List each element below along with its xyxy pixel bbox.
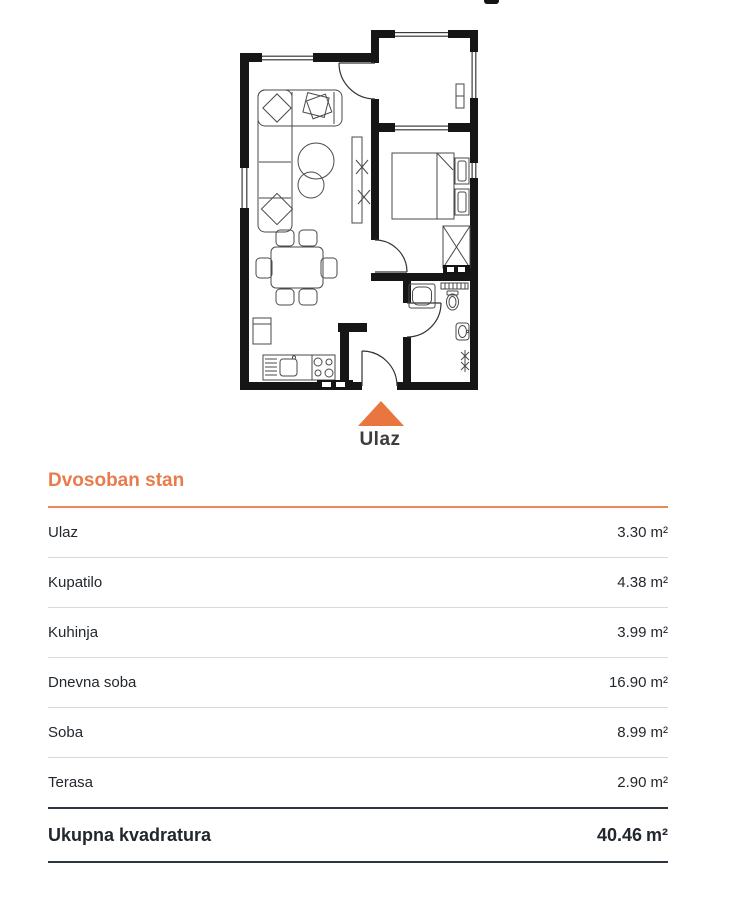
entrance-arrow-icon bbox=[358, 401, 404, 426]
bed bbox=[392, 153, 454, 219]
wardrobe bbox=[443, 226, 470, 268]
table-row bbox=[48, 708, 668, 758]
table-row bbox=[48, 608, 668, 658]
entrance-label: Ulaz bbox=[359, 429, 401, 450]
room-label: Kuhinja bbox=[48, 624, 99, 641]
table-rows bbox=[48, 508, 668, 807]
towel-radiator bbox=[441, 283, 468, 289]
total-label: Ukupna kvadratura bbox=[48, 824, 212, 845]
room-area: 3.30 m² bbox=[617, 524, 668, 541]
table-total-row bbox=[48, 807, 668, 863]
room-area: 2.90 m² bbox=[617, 774, 668, 791]
room-label: Soba bbox=[48, 724, 84, 741]
kitchen-counter bbox=[263, 355, 335, 380]
coffee-tables bbox=[298, 143, 334, 198]
sofa bbox=[258, 90, 342, 232]
walls bbox=[240, 30, 478, 390]
door-arcs bbox=[339, 63, 441, 386]
fridge bbox=[253, 318, 271, 344]
terrace-bench bbox=[456, 84, 464, 108]
nightstands bbox=[455, 158, 469, 215]
table-row bbox=[48, 758, 668, 807]
bathroom-radiator bbox=[461, 350, 469, 372]
table-row bbox=[48, 658, 668, 708]
table-row bbox=[48, 508, 668, 558]
room-label: Dnevna soba bbox=[48, 674, 137, 691]
washing-machine bbox=[409, 284, 435, 308]
entry-cabinet bbox=[317, 380, 353, 389]
toilet bbox=[447, 291, 459, 310]
table-title: Dvosoban stan bbox=[48, 470, 668, 508]
total-area: 40.46 m² bbox=[596, 824, 668, 845]
coat-rack bbox=[352, 137, 370, 223]
room-area: 3.99 m² bbox=[617, 624, 668, 641]
sink bbox=[456, 323, 469, 340]
dining-set bbox=[256, 230, 337, 305]
stove bbox=[314, 358, 333, 377]
room-label: Terasa bbox=[48, 774, 94, 791]
room-area: 8.99 m² bbox=[617, 724, 668, 741]
table-row bbox=[48, 558, 668, 608]
area-table bbox=[48, 470, 668, 863]
room-area: 16.90 m² bbox=[608, 674, 668, 691]
room-label: Ulaz bbox=[48, 524, 79, 541]
room-area: 4.38 m² bbox=[617, 574, 668, 591]
room-label: Kupatilo bbox=[48, 574, 103, 591]
dresser bbox=[443, 265, 470, 274]
